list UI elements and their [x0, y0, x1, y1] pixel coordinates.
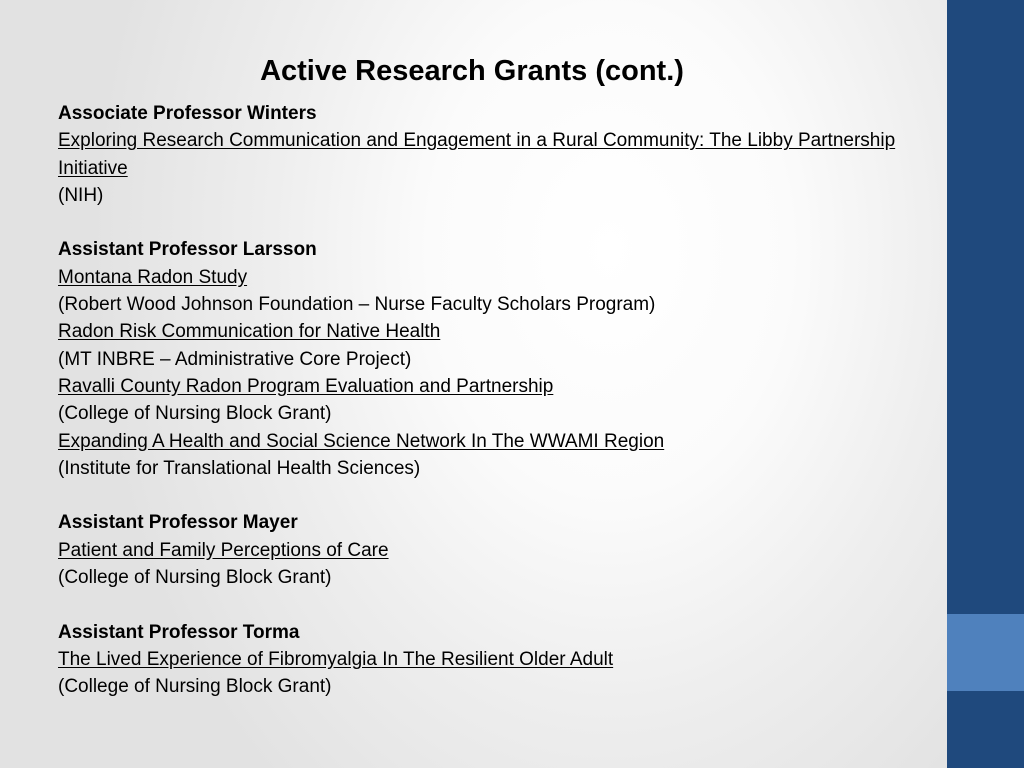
person-name: Assistant Professor Mayer: [58, 512, 298, 534]
grant-funder: (Robert Wood Johnson Foundation – Nurse Faculty Scholars Program): [58, 294, 656, 316]
grant-funder: (College of Nursing Block Grant): [58, 567, 332, 589]
grant-funder: (College of Nursing Block Grant): [58, 403, 332, 425]
grant-funder: (NIH): [58, 184, 104, 206]
grant-section-larsson: [58, 236, 948, 482]
grant-section-winters: [58, 100, 948, 209]
grant-title: Montana Radon Study: [58, 266, 248, 288]
person-name: Assistant Professor Larsson: [58, 239, 317, 261]
grant-funder: (Institute for Translational Health Sciences): [58, 457, 421, 479]
grant-funder: (College of Nursing Block Grant): [58, 676, 332, 698]
grants-list: [58, 100, 948, 701]
grant-title: Patient and Family Perceptions of Care: [58, 539, 389, 561]
grant-title: Ravalli County Radon Program Evaluation and Partnership: [58, 375, 554, 397]
section-spacer: [58, 482, 948, 509]
right-accent-block: [947, 614, 1024, 691]
grant-section-mayer: [58, 509, 948, 591]
section-spacer: [58, 591, 948, 618]
grant-title: Exploring Research Communication and Engagement in a Rural Community: The Libby Partnership: [58, 130, 896, 152]
person-name: Assistant Professor Torma: [58, 621, 300, 643]
grant-title: Expanding A Health and Social Science Network In The WWAMI Region: [58, 430, 665, 452]
person-name: Associate Professor Winters: [58, 103, 317, 124]
grant-title: The Lived Experience of Fibromyalgia In The Resilient Older Adult: [58, 648, 614, 670]
grant-funder: (MT INBRE – Administrative Core Project): [58, 348, 412, 370]
grant-title: Initiative: [58, 157, 128, 179]
slide-title: Active Research Grants (cont.): [260, 55, 684, 87]
grant-section-torma: [58, 619, 948, 701]
section-spacer: [58, 209, 948, 236]
grant-title: Radon Risk Communication for Native Health: [58, 321, 441, 343]
